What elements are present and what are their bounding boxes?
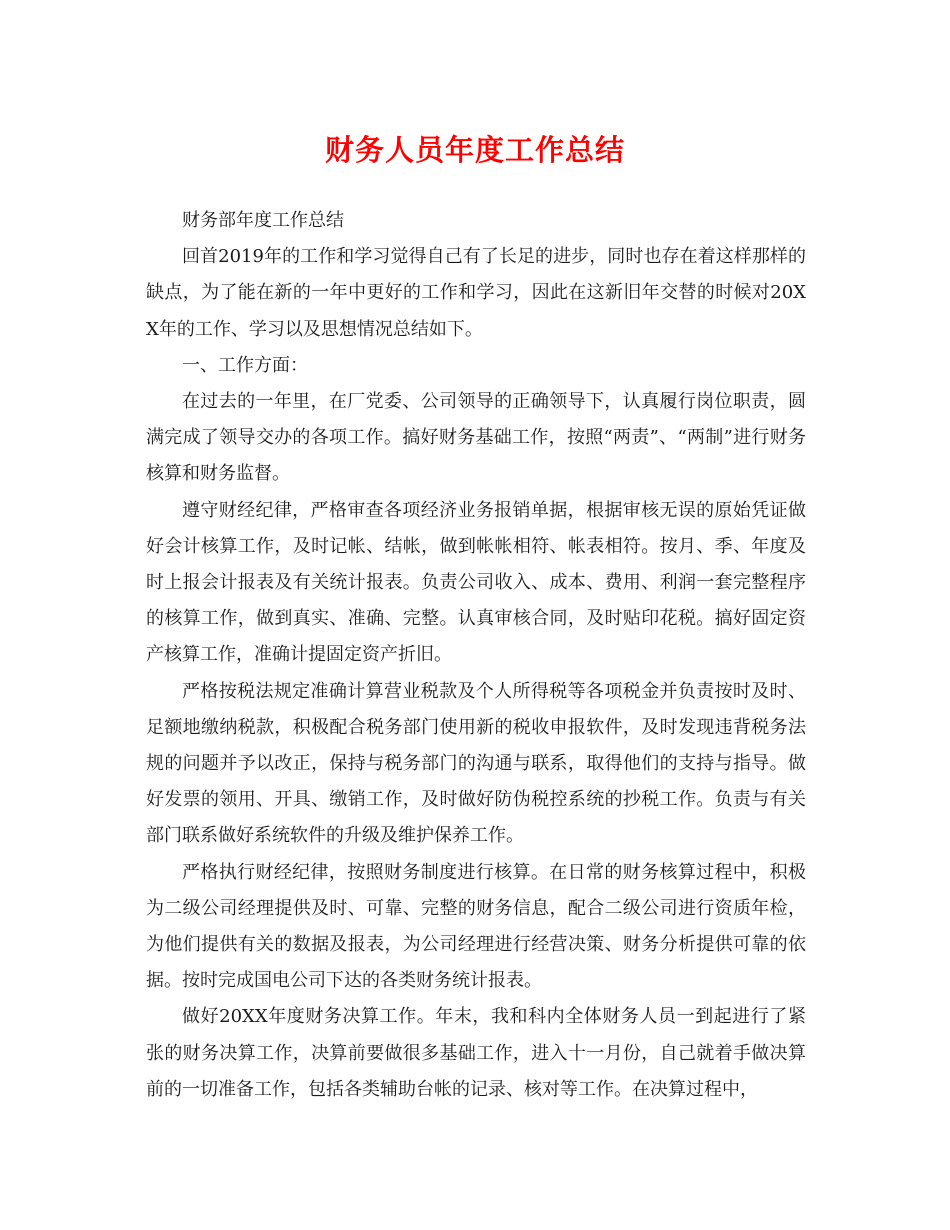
paragraph-final-accounts: 做好20XX年度财务决算工作。年末，我和科内全体财务人员一到起进行了紧张的财务决算工作，决算前要做很多基础工作，进入十一月份，自己就着手做决算前的一切准备工作，包括各类辅助台帐的记录、核对等工作。在决算过程中， (146, 1006, 806, 1100)
document-body (146, 203, 806, 1108)
paragraph-tax: 严格按税法规定准确计算营业税款及个人所得税等各项税金并负责按时及时、足额地缴纳税款，积极配合税务部门使用新的税收申报软件，及时发现违背税务法规的问题并予以改正，保持与税务部门的沟通与联系，取得他们的支持与指导。做好发票的领用、开具、缴销工作，及时做好防伪税控系统的抄税工作。负责与有关部门联系做好系统软件的升级及维护保养工作。 (146, 680, 806, 847)
paragraph-subtitle: 财务部年度工作总结 (182, 210, 344, 231)
paragraph-accounting: 遵守财经纪律，严格审查各项经济业务报销单据，根据审核无误的原始凭证做好会计核算工作，及时记帐、结帐，做到帐帐相符、帐表相符。按月、季、年度及时上报会计报表及有关统计报表。负责公司收入、成本、费用、利润一套完整程序的核算工作，做到真实、准确、完整。认真审核合同，及时贴印花税。搞好固定资产核算工作，准确计提固定资产折旧。 (146, 499, 806, 666)
section-heading-work: 一、工作方面： (182, 354, 308, 376)
paragraph-duties: 在过去的一年里，在厂党委、公司领导的正确领导下，认真履行岗位职责，圆满完成了领导交办的各项工作。搞好财务基础工作，按照“两责”、“两制”进行财务核算和财务监督。 (146, 391, 806, 485)
paragraph-discipline: 严格执行财经纪律，按照财务制度进行核算。在日常的财务核算过程中，积极为二级公司经理提供及时、可靠、完整的财务信息，配合二级公司进行资质年检，为他们提供有关的数据及报表，为公司经理进行经营决策、财务分析提供可靠的依据。按时完成国电公司下达的各类财务统计报表。 (146, 861, 806, 992)
document-title: 财务人员年度工作总结 (324, 133, 625, 167)
paragraph-intro: 回首2019年的工作和学习觉得自己有了长足的进步，同时也存在着这样那样的缺点，为了能在新的一年中更好的工作和学习，因此在这新旧年交替的时候对20XX年的工作、学习以及思想情况总结如下。 (146, 246, 806, 340)
